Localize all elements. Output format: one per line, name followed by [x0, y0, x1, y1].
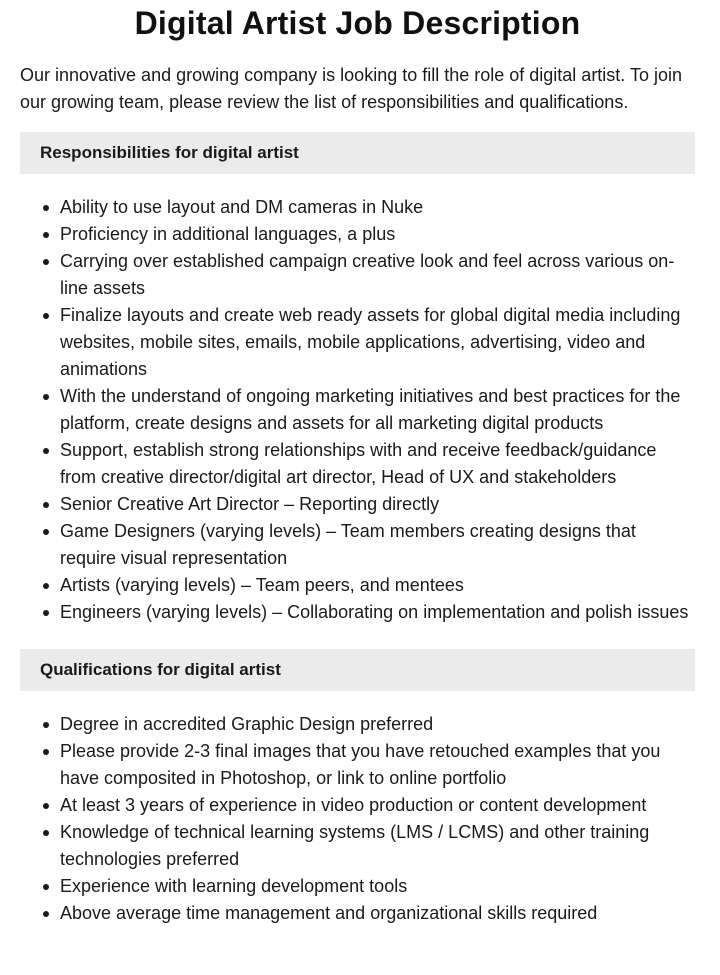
- bullet-icon: [43, 448, 49, 454]
- list-item-text: Support, establish strong relationships with and receive feedback/guidance from creative director/digital art director, Head of UX and stakeholders: [60, 440, 657, 487]
- bullet-icon: [43, 502, 49, 508]
- list-item: [60, 738, 695, 792]
- list-item-text: Artists (varying levels) – Team peers, and mentees: [60, 575, 464, 595]
- list-item-text: Proficiency in additional languages, a plus: [60, 224, 396, 244]
- bullet-icon: [43, 884, 49, 890]
- bullet-icon: [43, 911, 49, 917]
- bullet-icon: [43, 313, 49, 319]
- bullet-icon: [43, 749, 49, 755]
- list-item-text: Finalize layouts and create web ready assets for global digital media including websites, mobile sites, emails, mobile applications, advertising, video and animations: [60, 305, 681, 379]
- list-item-text: Please provide 2-3 final images that you have retouched examples that you have composited in Photoshop, or link to online portfolio: [60, 741, 661, 788]
- responsibilities-section: [20, 132, 695, 626]
- page-title: Digital Artist Job Description: [134, 5, 581, 41]
- bullet-icon: [43, 205, 49, 211]
- list-item: [60, 873, 695, 900]
- list-item-text: Engineers (varying levels) – Collaborating on implementation and polish issues: [60, 602, 689, 622]
- responsibilities-list: [20, 194, 695, 626]
- bullet-icon: [43, 830, 49, 836]
- qualifications-heading: Qualifications for digital artist: [20, 649, 695, 691]
- list-item: [60, 572, 695, 599]
- list-item-text: Above average time management and organizational skills required: [60, 903, 598, 923]
- list-item: [60, 221, 695, 248]
- bullet-icon: [43, 394, 49, 400]
- qualifications-list: [20, 711, 695, 927]
- bullet-icon: [43, 722, 49, 728]
- list-item-text: Senior Creative Art Director – Reporting directly: [60, 494, 440, 514]
- responsibilities-heading: Responsibilities for digital artist: [20, 132, 695, 174]
- list-item: [60, 437, 695, 491]
- list-item-text: Carrying over established campaign creative look and feel across various on-line assets: [60, 251, 675, 298]
- intro-paragraph: Our innovative and growing company is looking to fill the role of digital artist. To join our growing team, please review the list of responsibilities and qualifications.: [20, 65, 683, 112]
- list-item: [60, 302, 695, 383]
- list-item-text: Knowledge of technical learning systems (LMS / LCMS) and other training technologies preferred: [60, 822, 650, 869]
- list-item-text: Experience with learning development tools: [60, 876, 408, 896]
- list-item-text: Degree in accredited Graphic Design preferred: [60, 714, 434, 734]
- list-item: [60, 792, 695, 819]
- bullet-icon: [43, 529, 49, 535]
- bullet-icon: [43, 232, 49, 238]
- list-item-text: With the understand of ongoing marketing initiatives and best practices for the platform, create designs and assets for all marketing digital products: [60, 386, 681, 433]
- list-item-text: Ability to use layout and DM cameras in Nuke: [60, 197, 424, 217]
- list-item-text: Game Designers (varying levels) – Team members creating designs that require visual representation: [60, 521, 636, 568]
- bullet-icon: [43, 583, 49, 589]
- qualifications-section: [20, 649, 695, 927]
- list-item: [60, 599, 695, 626]
- list-item-text: At least 3 years of experience in video production or content development: [60, 795, 647, 815]
- list-item: [60, 194, 695, 221]
- list-item: [60, 518, 695, 572]
- list-item: [60, 383, 695, 437]
- bullet-icon: [43, 610, 49, 616]
- list-item: [60, 900, 695, 927]
- bullet-icon: [43, 803, 49, 809]
- list-item: [60, 248, 695, 302]
- list-item: [60, 819, 695, 873]
- list-item: [60, 491, 695, 518]
- list-item: [60, 711, 695, 738]
- bullet-icon: [43, 259, 49, 265]
